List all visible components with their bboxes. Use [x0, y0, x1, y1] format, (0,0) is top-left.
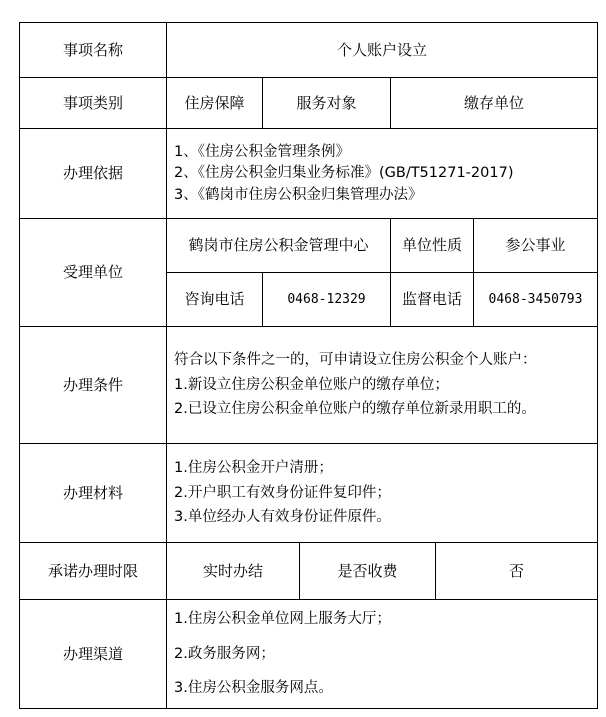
unit-nature-label: 单位性质 [390, 218, 474, 273]
handling-unit-name: 鹤岗市住房公积金管理中心 [166, 218, 391, 273]
conditions-line: 符合以下条件之一的，可申请设立住房公积金个人账户： [174, 352, 537, 369]
item-name-value: 个人账户设立 [166, 22, 598, 78]
service-target-value: 缴存单位 [390, 77, 598, 129]
supervise-phone-label: 监督电话 [390, 272, 474, 327]
materials-label: 办理材料 [19, 443, 167, 543]
handling-unit-label: 受理单位 [19, 218, 167, 327]
basis-label: 办理依据 [19, 128, 167, 219]
conditions-label: 办理条件 [19, 326, 167, 444]
basis-line: 1、《住房公积金管理条例》 [174, 143, 350, 160]
channels-line: 1.住房公积金单位网上服务大厅； [174, 611, 391, 628]
item-category-label: 事项类别 [19, 77, 167, 129]
conditions-line: 2.已设立住房公积金单位账户的缴存单位新录用职工的。 [174, 401, 536, 418]
channels-line: 2.政务服务网； [174, 645, 275, 662]
conditions-line: 1.新设立住房公积金单位账户的缴存单位； [174, 376, 449, 393]
supervise-phone-value: 0468-3450793 [473, 272, 598, 327]
materials-line: 1.住房公积金开户清册； [174, 460, 333, 477]
conditions-content [166, 326, 598, 444]
basis-content [166, 128, 598, 219]
basis-line: 3、《鹤岗市住房公积金归集管理办法》 [174, 186, 423, 203]
channels-line: 3.住房公积金服务网点。 [174, 680, 333, 697]
channels-label: 办理渠道 [19, 599, 167, 709]
materials-line: 2.开户职工有效身份证件复印件； [174, 484, 391, 501]
materials-line: 3.单位经办人有效身份证件原件。 [174, 509, 391, 526]
materials-content [166, 443, 598, 543]
consult-phone-value: 0468-12329 [262, 272, 391, 327]
fee-label: 是否收费 [299, 542, 436, 600]
channels-content [166, 599, 598, 709]
time-limit-value: 实时办结 [166, 542, 300, 600]
basis-line: 2、《住房公积金归集业务标准》(GB/T51271-2017) [174, 165, 514, 182]
service-target-label: 服务对象 [262, 77, 391, 129]
unit-nature-value: 参公事业 [473, 218, 598, 273]
time-limit-label: 承诺办理时限 [19, 542, 167, 600]
item-category-value: 住房保障 [166, 77, 263, 129]
consult-phone-label: 咨询电话 [166, 272, 263, 327]
fee-value: 否 [435, 542, 598, 600]
item-name-label: 事项名称 [19, 22, 167, 78]
